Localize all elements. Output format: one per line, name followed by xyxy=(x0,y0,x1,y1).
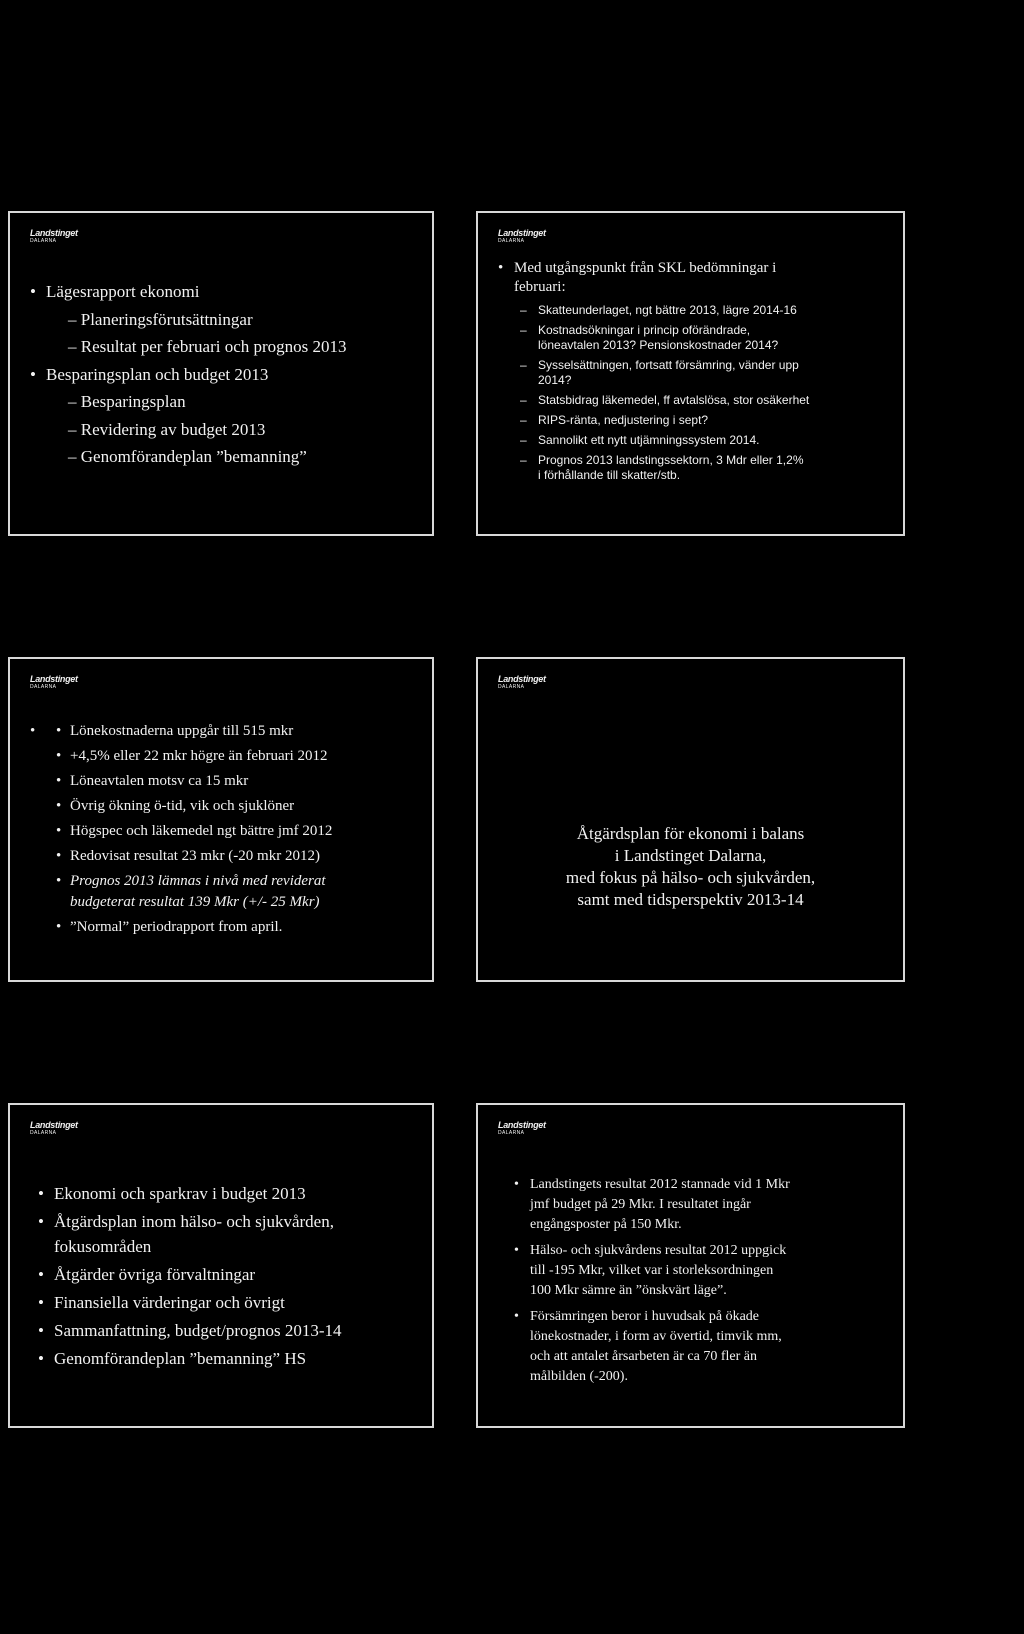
slide-5 xyxy=(8,1103,434,1428)
list-item: • Finansiella värderingar och övrigt xyxy=(38,1293,285,1312)
logo xyxy=(498,229,546,244)
slide-6-list xyxy=(478,1175,903,1393)
list-subitem: – Resultat per februari och prognos 2013 xyxy=(68,337,347,356)
logo xyxy=(30,1121,78,1136)
slide-2-list xyxy=(478,259,903,488)
list-item: • Försämringen beror i huvudsak på ökade lönekostnader, i form av övertid, timvik mm, och att antalet årsarbeten är ca 70 fler än målbilden (-200). xyxy=(514,1309,782,1384)
list-item: • +4,5% eller 22 mkr högre än februari 2012 xyxy=(56,748,328,764)
slide-4 xyxy=(476,657,905,982)
logo xyxy=(498,1121,546,1136)
logo-region: DALARNA xyxy=(498,1130,525,1136)
list-item: • Genomförandeplan ”bemanning” HS xyxy=(38,1349,307,1368)
slide-5-list xyxy=(10,1181,432,1374)
logo-region: DALARNA xyxy=(498,238,525,244)
list-item: • Ekonomi och sparkrav i budget 2013 xyxy=(38,1184,306,1203)
list-subitem: – Sysselsättningen, fortsatt försämring, vänder upp 2014? xyxy=(478,358,903,388)
list-item: • Sammanfattning, budget/prognos 2013-14 xyxy=(38,1321,342,1340)
list-subitem: – Statsbidrag läkemedel, ff avtalslösa, stor osäkerhet xyxy=(478,393,903,408)
slide-6 xyxy=(476,1103,905,1428)
logo-region: DALARNA xyxy=(30,684,57,690)
list-item: • Lägesrapport ekonomi xyxy=(10,278,432,306)
logo-name: Landstinget xyxy=(498,1120,546,1130)
list-subitem: – Revidering av budget 2013 xyxy=(68,419,266,439)
list-item: • Hälso- och sjukvårdens resultat 2012 uppgick till -195 Mkr, vilket var i storleksordningen 100 Mkr sämre än ”önskvärt läge”. xyxy=(514,1243,787,1298)
logo-name: Landstinget xyxy=(498,228,546,238)
slide-3-list xyxy=(10,719,432,940)
logo xyxy=(30,229,78,244)
logo-region: DALARNA xyxy=(498,684,525,690)
list-subitem: – Genomförandeplan ”bemanning” xyxy=(68,447,307,466)
list-subitem: – Kostnadsökningar i princip oförändrade, löneavtalen 2013? Pensionskostnader 2014? xyxy=(478,323,903,353)
list-item: • Högspec och läkemedel ngt bättre jmf 2012 xyxy=(56,823,333,839)
list-item: • ”Normal” periodrapport from april. xyxy=(56,919,283,935)
list-item: • Åtgärder övriga förvaltningar xyxy=(38,1265,256,1284)
list-item: • Redovisat resultat 23 mkr (-20 mkr 2012) xyxy=(56,848,320,864)
logo-region: DALARNA xyxy=(30,1130,57,1136)
slide-3 xyxy=(8,657,434,982)
list-item: • Åtgärdsplan inom hälso- och sjukvården, fokusområden xyxy=(38,1212,334,1256)
slide-2 xyxy=(476,211,905,536)
logo-region: DALARNA xyxy=(30,238,57,244)
slide-4-title: Åtgärdsplan för ekonomi i balans i Landstinget Dalarna, med fokus på hälso- och sjukvården, samt med tidsperspektiv 2013-14 xyxy=(565,824,816,909)
list-subitem: – Skatteunderlaget, ngt bättre 2013, lägre 2014-16 xyxy=(478,303,903,318)
list-subitem: – Sannolikt ett nytt utjämningssystem 2014. xyxy=(478,433,903,448)
list-item: • Med utgångspunkt från SKL bedömningar i februari: xyxy=(478,259,903,297)
list-item: • Prognos 2013 lämnas i nivå med reviderat budgeterat resultat 139 Mkr (+/- 25 Mkr) xyxy=(56,873,326,910)
list-subitem: – Besparingsplan xyxy=(68,392,186,411)
logo-name: Landstinget xyxy=(30,1120,78,1130)
logo-name: Landstinget xyxy=(498,674,546,684)
list-item: • Löneavtalen motsv ca 15 mkr xyxy=(56,773,249,789)
list-item: • Övrig ökning ö-tid, vik och sjuklöner xyxy=(56,798,295,814)
list-subitem: – RIPS-ränta, nedjustering i sept? xyxy=(478,413,903,428)
logo xyxy=(498,675,546,690)
list-item: • Landstingets resultat 2012 stannade vid 1 Mkr jmf budget på 29 Mkr. I resultatet ingår engångsposter på 150 Mkr. xyxy=(514,1177,790,1232)
list-item: • Besparingsplan och budget 2013 xyxy=(10,361,432,389)
list-subitem: – Prognos 2013 landstingssektorn, 3 Mdr eller 1,2% i förhållande till skatter/stb. xyxy=(478,453,903,483)
logo-name: Landstinget xyxy=(30,228,78,238)
list-subitem: – Planeringsförutsättningar xyxy=(68,309,253,329)
logo xyxy=(30,675,78,690)
slide-1-list xyxy=(10,278,432,471)
list-item: • • Lönekostnaderna uppgår till 515 mkr xyxy=(10,719,432,744)
slide-1 xyxy=(8,211,434,536)
logo-name: Landstinget xyxy=(30,674,78,684)
